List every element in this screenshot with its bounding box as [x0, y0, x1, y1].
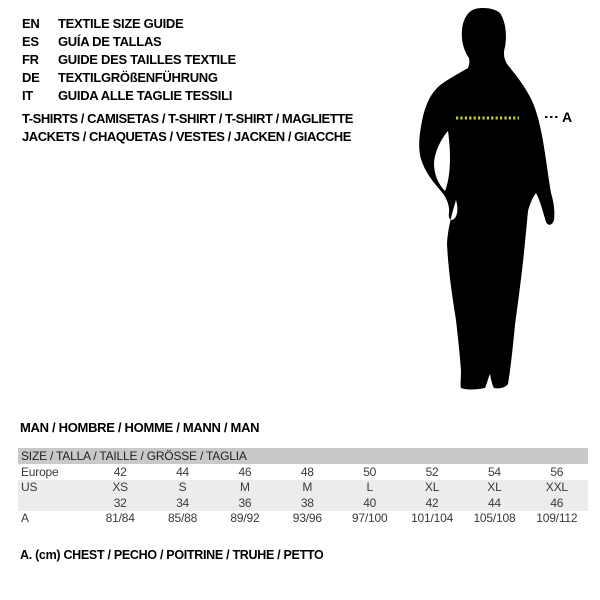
table-cell: S	[178, 480, 187, 495]
table-cell: 46	[550, 495, 564, 510]
language-code: DE	[22, 69, 40, 85]
category-jackets: JACKETS / CHAQUETAS / VESTES / JACKEN / GIACCHE	[22, 128, 351, 144]
table-cell: 97/100	[351, 511, 388, 526]
measurement-a-label: A	[562, 109, 573, 125]
table-cell: 48	[300, 464, 314, 479]
man-silhouette-figure	[410, 0, 600, 400]
table-cell: 42	[425, 495, 439, 510]
table-cell: 93/96	[292, 511, 322, 526]
table-cell: 56	[550, 464, 564, 479]
table-cell: 89/92	[230, 511, 260, 526]
size-table-header-label: SIZE / TALLA / TAILLE / GRÖSSE / TAGLIA	[21, 449, 247, 463]
language-label: TEXTILGRÖßENFÜHRUNG	[58, 69, 218, 85]
language-row-de	[22, 68, 236, 86]
language-code: FR	[22, 51, 39, 67]
table-cell: 85/88	[168, 511, 198, 526]
section-title-man: MAN / HOMBRE / HOMME / MANN / MAN	[20, 420, 260, 435]
table-cell: 40	[363, 495, 377, 510]
language-code: EN	[22, 15, 40, 31]
language-list	[22, 14, 236, 104]
language-row-fr	[22, 50, 236, 68]
language-row-en	[22, 14, 236, 32]
table-cell: 109/112	[536, 511, 578, 526]
language-label: TEXTILE SIZE GUIDE	[58, 15, 184, 31]
language-row-it	[22, 86, 236, 104]
table-cell: XXL	[545, 480, 568, 495]
table-cell: XL	[487, 480, 502, 495]
table-cell: 52	[425, 464, 439, 479]
table-cell: 44	[176, 464, 190, 479]
table-row-us	[18, 480, 588, 496]
table-cell: XS	[112, 480, 128, 495]
row-label: A	[21, 511, 29, 526]
table-cell: L	[366, 480, 373, 495]
table-cell: 50	[363, 464, 377, 479]
table-cell: XL	[424, 480, 440, 495]
language-label: GUIDE DES TAILLES TEXTILE	[58, 51, 236, 67]
language-label: GUÍA DE TALLAS	[58, 33, 162, 49]
table-cell: 44	[487, 495, 501, 510]
table-row-us-numeric	[18, 495, 588, 511]
table-cell: 38	[300, 495, 314, 510]
language-code: IT	[22, 87, 33, 103]
category-tshirts: T-SHIRTS / CAMISETAS / T-SHIRT / T-SHIRT / MAGLIETTE	[22, 110, 353, 126]
size-table	[18, 448, 588, 526]
table-cell: 105/108	[473, 511, 516, 526]
table-cell: 34	[176, 495, 190, 510]
size-table-header	[18, 448, 588, 464]
table-cell: M	[240, 480, 250, 495]
language-row-es	[22, 32, 236, 50]
table-row-chest-cm	[18, 511, 588, 527]
language-code: ES	[22, 33, 39, 49]
measurement-footnote: A. (cm) CHEST / PECHO / POITRINE / TRUHE / PETTO	[20, 548, 324, 562]
row-label: US	[21, 480, 38, 495]
row-label: Europe	[21, 464, 59, 479]
table-row-europe	[18, 464, 588, 480]
table-cell: 32	[113, 495, 127, 510]
table-cell: 81/84	[105, 511, 135, 526]
language-label: GUIDA ALLE TAGLIE TESSILI	[58, 87, 233, 103]
man-silhouette	[419, 8, 554, 389]
table-cell: M	[302, 480, 313, 495]
category-list	[22, 109, 353, 145]
table-cell: 101/104	[411, 511, 454, 526]
table-cell: 54	[487, 464, 501, 479]
table-cell: 46	[238, 464, 252, 479]
table-cell: 36	[238, 495, 252, 510]
table-cell: 42	[113, 464, 127, 479]
